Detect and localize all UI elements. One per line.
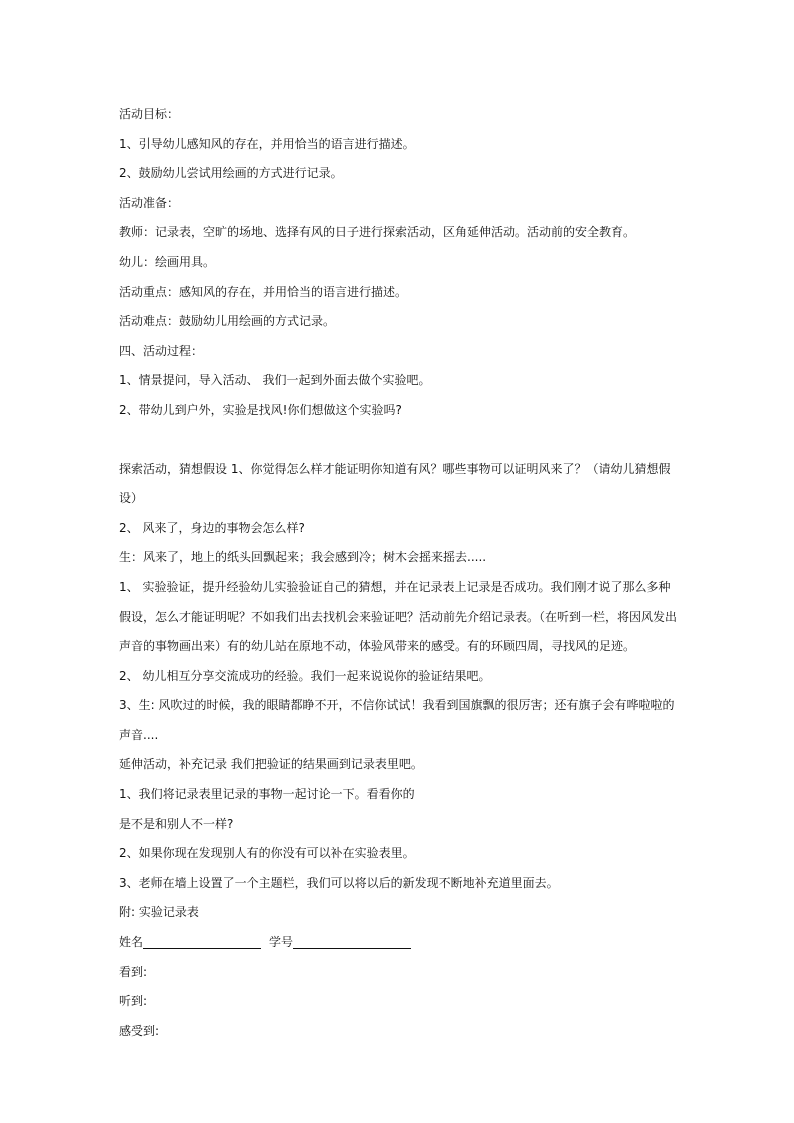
extension-activity: 延伸活动，补充记录 我们把验证的结果画到记录表里吧。 — [119, 757, 423, 772]
prep-children: 幼儿：绘画用具。 — [119, 254, 216, 269]
appendix-title: 附: 实验记录表 — [119, 905, 199, 920]
feel-row: 感受到: — [119, 1023, 160, 1038]
heading-preparation: 活动准备： — [119, 195, 180, 210]
extension-step-1-cont: 是不是和别人不一样? — [119, 816, 234, 831]
heading-goals: 活动目标： — [119, 107, 180, 121]
prep-teacher: 教师：记录表，空旷的场地、选择有风的日子进行探索活动，区角延伸活动。活动前的安全教育。 — [119, 225, 636, 240]
hear-row: 听到: — [119, 994, 148, 1009]
process-step-2: 2、带幼儿到户外，实验是找风!你们想做这个实验吗? — [119, 402, 402, 417]
heading-process: 四、活动过程： — [119, 343, 204, 358]
key-point: 活动重点：感知风的存在，并用恰当的语言进行描述。 — [119, 284, 408, 299]
student-id-label: 学号 — [269, 935, 294, 950]
difficult-point: 活动难点：鼓励幼儿用绘画的方式记录。 — [119, 314, 336, 329]
student-answer: 生：风来了，地上的纸头回飘起来；我会感到冷；树木会摇来摇去..... — [119, 550, 487, 565]
record-form-header — [119, 928, 679, 958]
extension-step-2: 2、如果你现在发现别人有的你没有可以补在实验表里。 — [119, 846, 415, 861]
process-step-1: 1、情景提问，导入活动、 我们一起到外面去做个实验吧。 — [119, 373, 431, 388]
explore-question-2: 2、 风来了，身边的事物会怎么样? — [119, 520, 305, 535]
goal-1: 1、引导幼儿感知风的存在，并用恰当的语言进行描述。 — [119, 136, 415, 151]
share-experience: 2、 幼儿相互分享交流成功的经验。我们一起来说说你的验证结果吧。 — [119, 668, 491, 683]
name-label: 姓名 — [119, 935, 144, 950]
explore-hypothesis: 探索活动，猜想假设 1、你觉得怎么样才能证明你知道有风？哪些事物可以证明风来了？（请幼儿猜想假设） — [119, 461, 671, 506]
extension-step-3: 3、老师在墙上设置了一个主题栏，我们可以将以后的新发现不断地补充道里面去。 — [119, 875, 559, 890]
name-blank[interactable] — [143, 934, 261, 949]
extension-step-1: 1、我们将记录表里记录的事物一起讨论一下。看看你的 — [119, 787, 415, 802]
experiment-verify: 1、 实验验证，提升经验幼儿实验验证自己的猜想，并在记录表上记录是否成功。我们刚才说了那么多种假设，怎么才能证明呢？不如我们出去找机会来验证吧？活动前先介绍记录表。（在听到一栏，将因风发出声音的事物画出来）有的幼儿站在原地不动，体验风带来的感受。有的环顾四周，寻找风的足迹。 — [119, 579, 678, 654]
student-answer-3: 3、生: 风吹过的时候，我的眼睛都睁不开，不信你试试！我看到国旗飘的很厉害；还有旗子会有哗啦啦的声音.... — [119, 698, 675, 742]
blank-line — [119, 426, 679, 455]
document-body — [119, 100, 679, 1046]
see-row: 看到: — [119, 964, 148, 979]
student-id-blank[interactable] — [293, 934, 411, 949]
goal-2: 2、鼓励幼儿尝试用绘画的方式进行记录。 — [119, 166, 343, 181]
